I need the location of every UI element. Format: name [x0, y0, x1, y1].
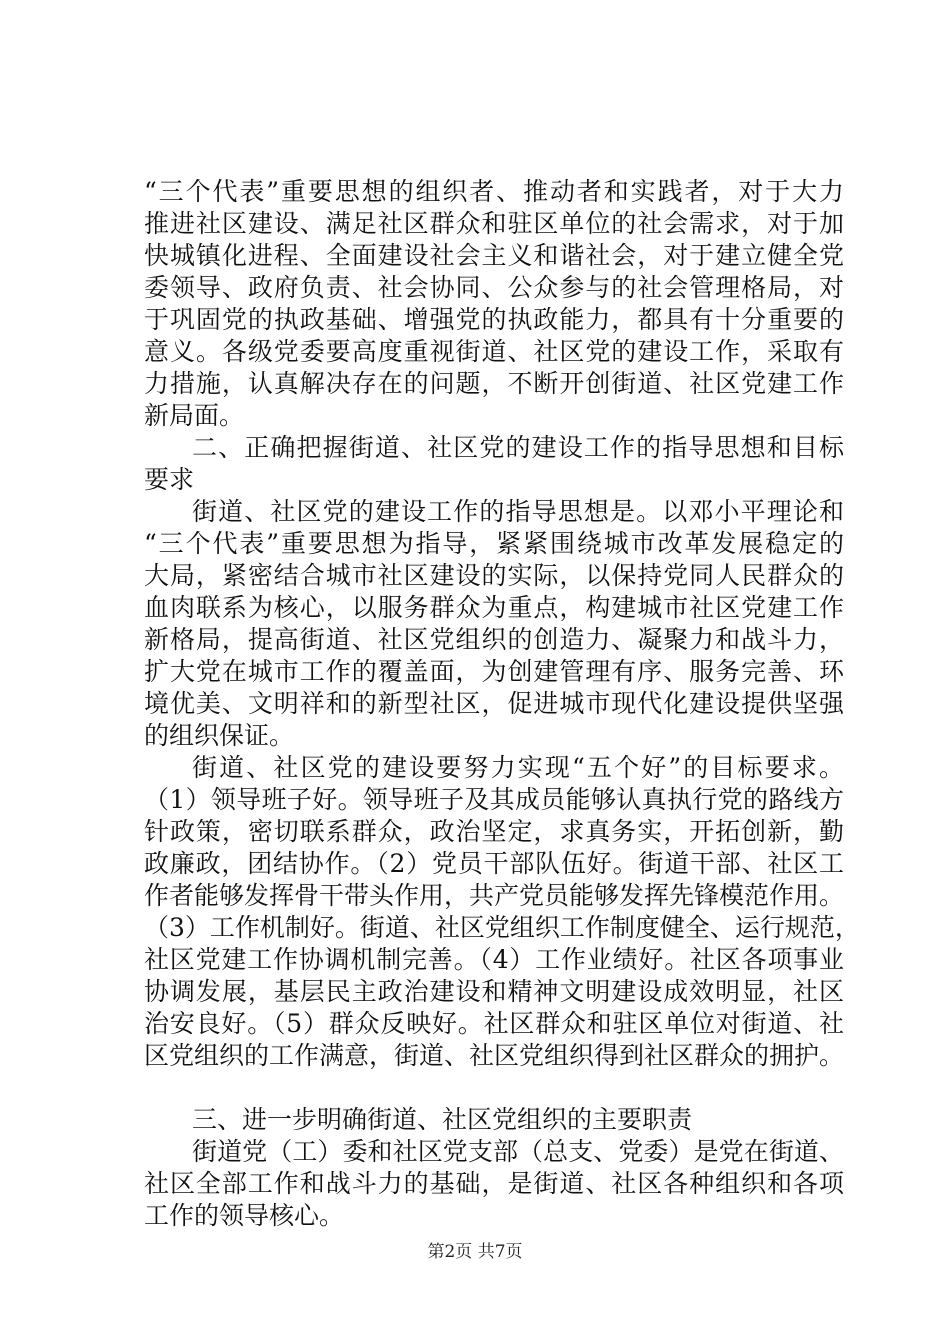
text-line: 委领导、政府负责、社会协同、公众参与的社会管理格局，对 [144, 273, 844, 302]
paragraph [144, 496, 844, 752]
text-line: 社区党建工作协调机制完善。（4）工作业绩好。社区各项事业 [144, 945, 844, 974]
paragraph-spacer [144, 1072, 844, 1104]
text-line: 大局，紧密结合城市社区建设的实际，以保持党同人民群众的 [144, 561, 844, 590]
text-line: 三、进一步明确街道、社区党组织的主要职责 [192, 1105, 693, 1134]
page-footer: 第2页 共7页 [427, 1242, 523, 1262]
text-line: （3）工作机制好。街道、社区党组织工作制度健全、运行规范， [144, 913, 860, 942]
text-line: 快城镇化进程、全面建设社会主义和谐社会，对于建立健全党 [144, 241, 844, 270]
text-line: 要求 [144, 465, 195, 494]
text-line: 推进社区建设、满足社区群众和驻区单位的社会需求，对于加 [144, 209, 844, 238]
paragraph [144, 752, 860, 1072]
text-line: （1）领导班子好。领导班子及其成员能够认真执行党的路线方 [144, 785, 844, 814]
paragraph [144, 176, 844, 432]
text-line: 社区全部工作和战斗力的基础，是街道、社区各种组织和各项 [144, 1169, 844, 1198]
text-line: 治安良好。（5）群众反映好。社区群众和驻区单位对街道、社 [144, 1009, 844, 1038]
text-line: 针政策，密切联系群众，政治坚定，求真务实，开拓创新，勤 [144, 817, 844, 846]
text-line: 新局面。 [144, 401, 245, 430]
text-line: 扩大党在城市工作的覆盖面，为创建管理有序、服务完善、环 [144, 657, 844, 686]
text-line: 境优美、文明祥和的新型社区，促进城市现代化建设提供坚强 [144, 689, 844, 718]
paragraph [144, 1104, 844, 1136]
document-body [144, 176, 860, 1232]
text-line: 于巩固党的执政基础、增强党的执政能力，都具有十分重要的 [144, 305, 844, 334]
text-line: 新格局，提高街道、社区党组织的创造力、凝聚力和战斗力， [144, 625, 844, 654]
text-line: 街道、社区党的建设工作的指导思想是。以邓小平理论和 [192, 497, 844, 526]
text-line: 的组织保证。 [144, 721, 295, 750]
paragraph [144, 432, 844, 496]
paragraph [144, 1136, 844, 1232]
text-line: 协调发展，基层民主政治建设和精神文明建设成效明显，社区 [144, 977, 844, 1006]
text-line: “三个代表”重要思想的组织者、推动者和实践者，对于大力 [144, 177, 844, 206]
text-line: 工作的领导核心。 [144, 1201, 345, 1230]
text-line: 二、正确把握街道、社区党的建设工作的指导思想和目标 [192, 433, 844, 462]
text-line: 血肉联系为核心，以服务群众为重点，构建城市社区党建工作 [144, 593, 844, 622]
text-line: 政廉政，团结协作。（2）党员干部队伍好。街道干部、社区工 [144, 849, 844, 878]
text-line: 力措施，认真解决存在的问题，不断开创街道、社区党建工作 [144, 369, 844, 398]
text-line: 意义。各级党委要高度重视街道、社区党的建设工作，采取有 [144, 337, 844, 366]
text-line: 街道、社区党的建设要努力实现“五个好”的目标要求。 [192, 753, 844, 782]
text-line: 作者能够发挥骨干带头作用，共产党员能够发挥先锋模范作用。 [144, 881, 845, 910]
text-line: 区党组织的工作满意，街道、社区党组织得到社区群众的拥护。 [144, 1041, 845, 1070]
text-line: 街道党（工）委和社区党支部（总支、党委）是党在街道、 [192, 1137, 844, 1166]
text-line: “三个代表”重要思想为指导，紧紧围绕城市改革发展稳定的 [144, 529, 844, 558]
